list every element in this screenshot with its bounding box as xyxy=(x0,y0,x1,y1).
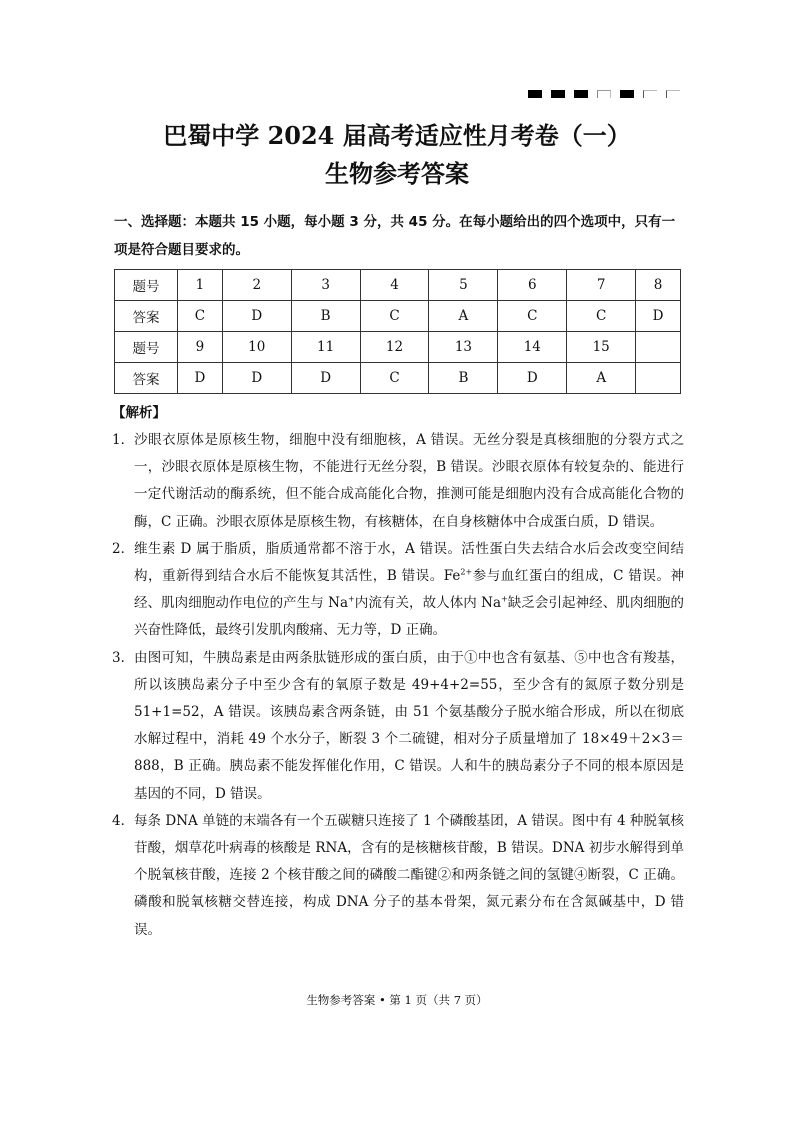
question-number-cell: 6 xyxy=(498,270,567,301)
question-number-cell: 10 xyxy=(222,332,291,363)
item-text xyxy=(134,645,684,808)
answer-cell: A xyxy=(567,363,636,394)
analysis-item xyxy=(112,536,684,645)
superscript-charge: + xyxy=(348,594,355,604)
question-number-cell: 3 xyxy=(291,270,360,301)
header-mark xyxy=(620,90,634,98)
row-label: 答案 xyxy=(115,301,178,332)
question-number-cell: 2 xyxy=(222,270,291,301)
item-text xyxy=(134,427,684,536)
header-mark xyxy=(666,90,680,98)
answer-cell: B xyxy=(291,301,360,332)
analysis-item xyxy=(112,427,684,536)
question-number-row xyxy=(115,270,681,301)
header-mark xyxy=(528,90,542,98)
answer-cell: D xyxy=(291,363,360,394)
header-mark xyxy=(574,90,588,98)
question-number-cell: 15 xyxy=(567,332,636,363)
answer-row xyxy=(115,301,681,332)
answer-row xyxy=(115,363,681,394)
answer-cell: C xyxy=(498,301,567,332)
answer-cell: C xyxy=(360,301,429,332)
answer-cell: D xyxy=(178,363,223,394)
item-text xyxy=(134,536,684,645)
answer-cell: C xyxy=(178,301,223,332)
analysis-item xyxy=(112,645,684,808)
analysis-list xyxy=(112,427,684,944)
header-mark xyxy=(643,90,657,98)
item-number: 4． xyxy=(112,812,135,829)
text-segment: 缺乏会引起神经、肌肉细胞的兴奋性降低，最终引发肌肉酸痛、无力等，D 正确。 xyxy=(134,595,684,639)
superscript-charge: 2+ xyxy=(460,567,473,577)
question-number-cell: 13 xyxy=(429,332,498,363)
item-text xyxy=(134,808,684,944)
page-footer: 生物参考答案 • 第 1 页（共 7 页） xyxy=(306,993,488,1007)
answer-cell: B xyxy=(429,363,498,394)
superscript-charge: + xyxy=(501,594,508,604)
text-segment: 参与血红蛋白的组成，C 错误。神经、肌肉细胞动作电位的产生与 Na xyxy=(134,568,684,612)
answer-cell: D xyxy=(222,301,291,332)
answer-cell: C xyxy=(567,301,636,332)
text-segment: 内流有关，故人体内 Na xyxy=(354,595,502,612)
item-number: 2． xyxy=(112,540,135,557)
answer-table xyxy=(114,269,681,394)
answer-cell: C xyxy=(360,363,429,394)
exam-title: 巴蜀中学 2024 届高考适应性月考卷（一） xyxy=(163,121,631,150)
text-segment: 每条 DNA 单链的末端各有一个五碳糖只连接了 1 个磷酸基团，A 错误。图中有 4 种脱氧核苷酸，烟草花叶病毒的核酸是 RNA，含有的是核糖核苷酸，B 错误。DNA 初步水解得到单个脱氧核苷酸，连接 2 个核苷酸之间的磷酸二酯键②和两条链之间的氢键④断裂，C 正确。磷酸和脱氧核糖交替连接，构成 DNA 分子的基本骨架，氮元素分布在含氮碱基中，D 错误。 xyxy=(134,812,684,938)
answer-cell: D xyxy=(636,301,681,332)
analysis-heading: 【解析】 xyxy=(112,405,166,421)
text-segment: 由图可知，牛胰岛素是由两条肽链形成的蛋白质，由于①中也含有氨基、⑤中也含有羧基，所以该胰岛素分子中至少含有的氧原子数是 49+4+2=55，至少含有的氮原子数分别是 51+1=52，A 错误。该胰岛素含两条链，由 51 个氨基酸分子脱水缩合形成，所以在彻底水解过程中，消耗 49 个水分子，断裂 3 个二硫键，相对分子质量增加了 18×49＋2×3＝888，B 正确。胰岛素不能发挥催化作用，C 错误。人和牛的胰岛素分子不同的根本原因是基因的不同，D 错误。 xyxy=(134,649,684,802)
row-label: 答案 xyxy=(115,363,178,394)
answer-cell xyxy=(636,363,681,394)
question-number-cell: 7 xyxy=(567,270,636,301)
text-segment: 沙眼衣原体是原核生物，细胞中没有细胞核，A 错误。无丝分裂是真核细胞的分裂方式之一，沙眼衣原体是原核生物，不能进行无丝分裂，B 错误。沙眼衣原体有较复杂的、能进行一定代谢活动的酶系统，但不能合成高能化合物，推测可能是细胞内没有合成高能化合物的酶，C 正确。沙眼衣原体是原核生物，有核糖体，在自身核糖体中合成蛋白质，D 错误。 xyxy=(134,432,684,530)
header-mark xyxy=(597,90,611,98)
question-number-cell: 5 xyxy=(429,270,498,301)
question-number-cell: 8 xyxy=(636,270,681,301)
question-number-cell: 12 xyxy=(360,332,429,363)
analysis-item xyxy=(112,808,684,944)
question-number-cell: 11 xyxy=(291,332,360,363)
question-number-cell: 4 xyxy=(360,270,429,301)
row-label: 题号 xyxy=(115,332,178,363)
question-number-cell: 14 xyxy=(498,332,567,363)
answer-cell: D xyxy=(498,363,567,394)
question-number-cell: 1 xyxy=(178,270,223,301)
question-number-row xyxy=(115,332,681,363)
exam-subtitle: 生物参考答案 xyxy=(325,159,469,188)
item-number: 1． xyxy=(112,432,135,448)
answer-cell: D xyxy=(222,363,291,394)
text-segment: 维生素 D 属于脂质，脂质通常都不溶于水，A 错误。活性蛋白失去结合水后会改变空间结构，重新得到结合水后不能恢复其活性，B 错误。Fe xyxy=(134,540,684,585)
answer-cell: A xyxy=(429,301,498,332)
header-marks xyxy=(528,90,680,98)
header-mark xyxy=(551,90,565,98)
question-number-cell xyxy=(636,332,681,363)
question-number-cell: 9 xyxy=(178,332,223,363)
row-label: 题号 xyxy=(115,270,178,301)
item-number: 3． xyxy=(112,649,135,666)
section-instructions: 一、选择题：本题共 15 小题，每小题 3 分，共 45 分。在每小题给出的四个选项中，只有一项是符合题目要求的。 xyxy=(114,214,676,258)
